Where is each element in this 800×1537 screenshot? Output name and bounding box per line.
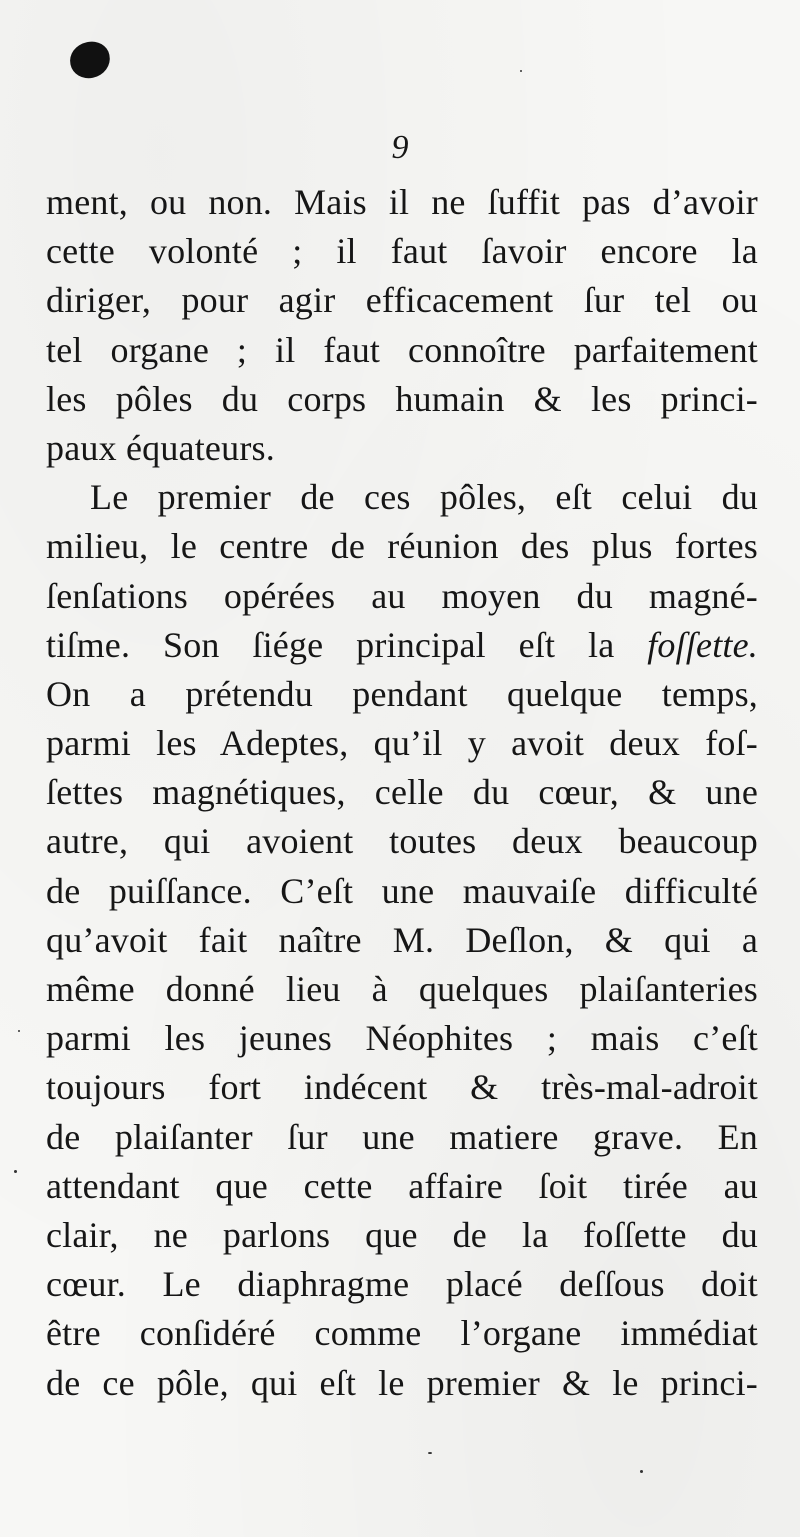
text-line: tel organe ; il faut connoître parfaitement [46,329,758,370]
text-line: ment, ou non. Mais il ne ſuffit pas d’avoir [46,182,758,222]
italic-word: foſſette. [647,624,758,665]
text-line: autre, qui avoient toutes deux beaucoup [46,821,758,862]
text-line: de plaiſanter ſur une matiere grave. En [46,1116,758,1157]
text-line: diriger, pour agir efficacement ſur tel ou [46,280,758,321]
body-text [46,178,758,1408]
text-line: parmi les Adeptes, qu’il y avoit deux foſ- [46,723,758,764]
text-line: attendant que cette affaire ſoit tirée au [46,1165,758,1206]
paper-speck [520,70,522,72]
text-line: de ce pôle, qui eſt le premier & le princi- [46,1362,758,1403]
text-line: milieu, le centre de réunion des plus fortes [46,526,758,567]
paper-speck [428,1452,432,1454]
paper-speck [14,1170,17,1173]
text-line: parmi les jeunes Néophites ; mais c’eſt [46,1018,758,1059]
text-line: clair, ne parlons que de la foſſette du [46,1214,758,1255]
text-line: qu’avoit fait naître M. Deſlon, & qui a [46,919,758,960]
text-line: ſettes magnétiques, celle du cœur, & une [46,772,758,813]
text-line: toujours fort indécent & très-mal-adroit [46,1067,758,1108]
text-line: paux équateurs. [46,427,275,468]
ink-blot [67,38,114,82]
text-line: les pôles du corps humain & les princi- [46,378,758,419]
text-line: On a prétendu pendant quelque temps, [46,673,758,714]
text-line: cette volonté ; il faut ſavoir encore la [46,231,758,272]
text-line: même donné lieu à quelques plaiſanteries [46,969,758,1009]
text-line: cœur. Le diaphragme placé deſſous doit [46,1264,758,1305]
text-line: de puiſſance. C’eſt une mauvaiſe difficulté [46,870,758,911]
text-fragment: tiſme. Son ſiége principal eſt la [46,624,648,665]
paper-speck [18,1030,20,1032]
text-line: ſenſations opérées au moyen du magné- [46,575,758,616]
text-line-with-italic [46,621,758,670]
paragraph-start-line: Le premier de ces pôles, eſt celui du [90,477,758,518]
page-number: 9 [391,129,409,166]
paper-speck [640,1470,643,1473]
text-line: être conſidéré comme l’organe immédiat [46,1313,758,1354]
